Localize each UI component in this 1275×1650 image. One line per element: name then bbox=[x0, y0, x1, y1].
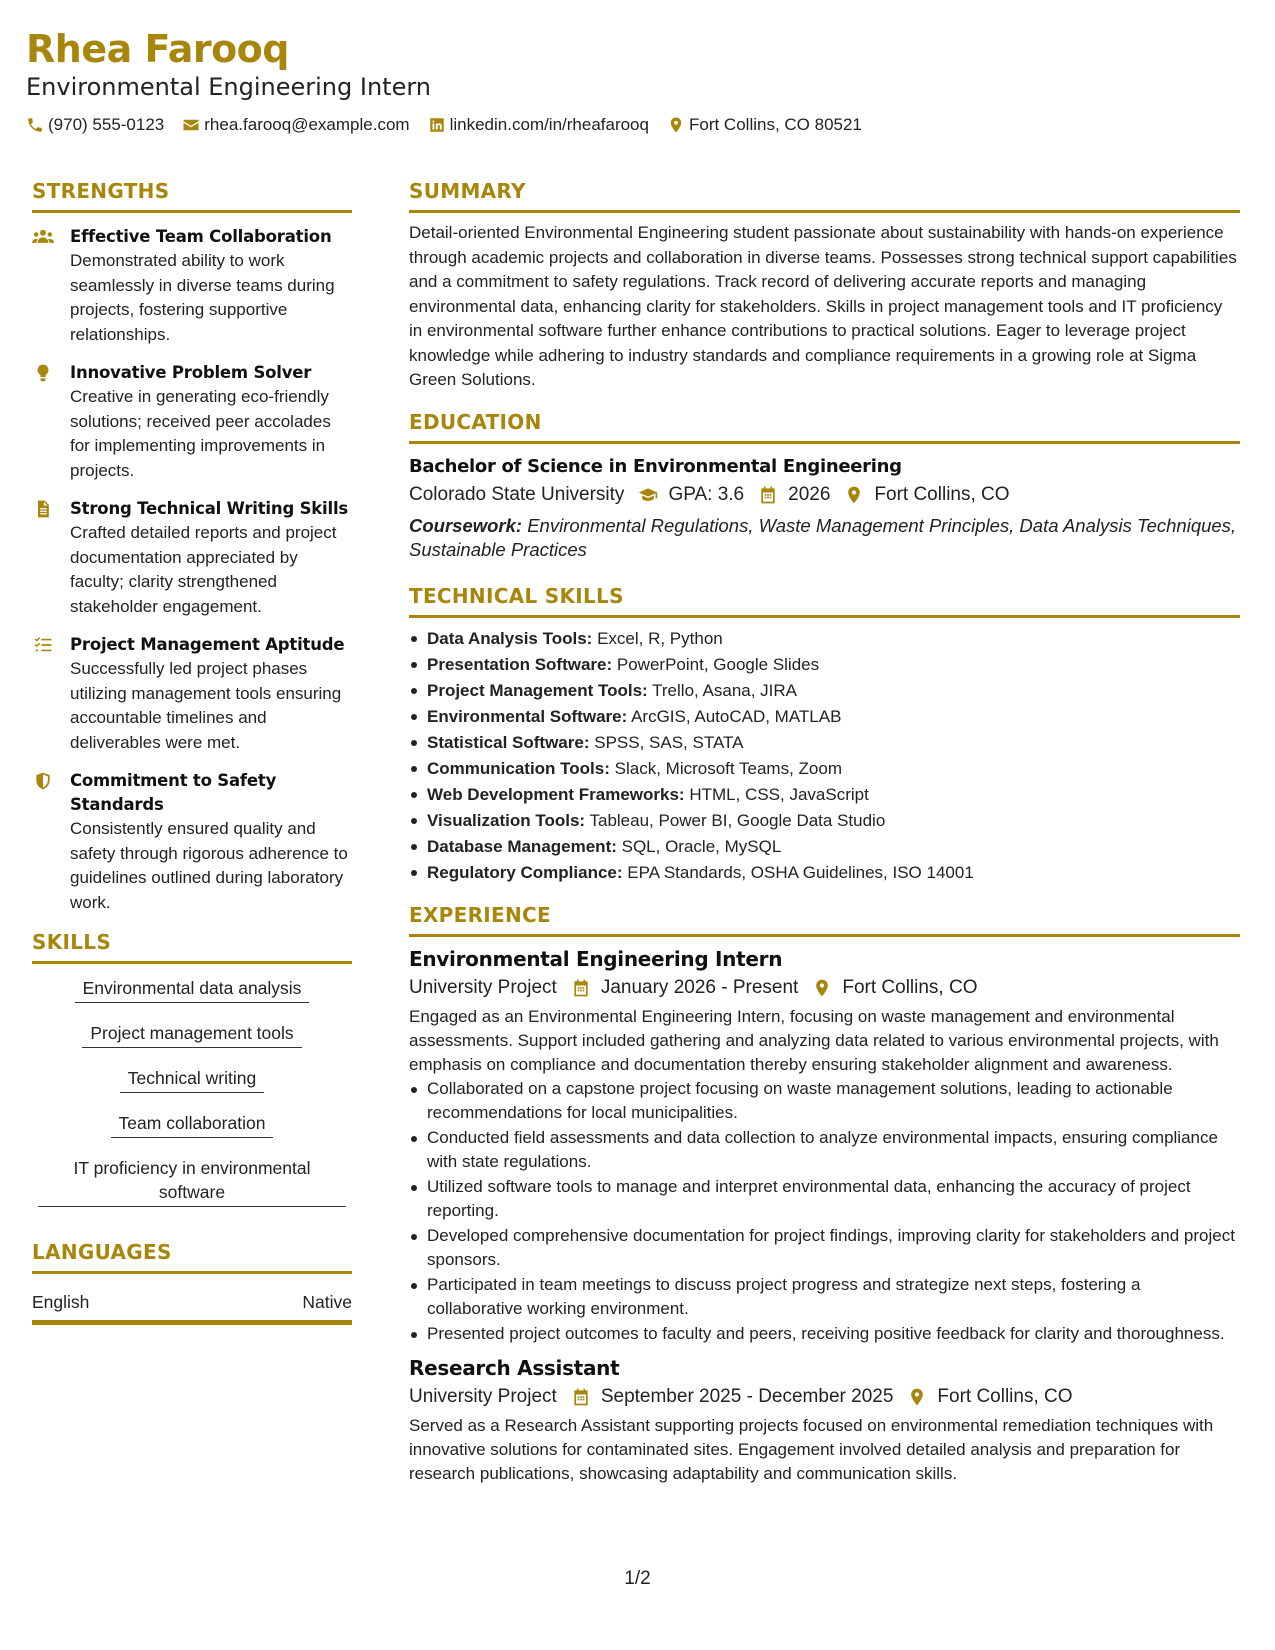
document-icon bbox=[32, 499, 54, 519]
tech-skill-item bbox=[409, 678, 1240, 704]
skill-tag: Environmental data analysis bbox=[75, 976, 310, 1003]
strength-item bbox=[32, 769, 352, 915]
job-dates: January 2026 - Present bbox=[600, 976, 799, 998]
phone-icon bbox=[26, 116, 44, 134]
tech-skill-label: Presentation Software: bbox=[427, 654, 613, 674]
gpa-text: GPA: 3.6 bbox=[668, 483, 745, 505]
candidate-title: Environmental Engineering Intern bbox=[26, 73, 431, 101]
tech-skill-item bbox=[409, 808, 1240, 834]
languages-heading: LANGUAGES bbox=[32, 1239, 352, 1274]
skills-heading: SKILLS bbox=[32, 929, 352, 964]
tech-skill-value: PowerPoint, Google Slides bbox=[616, 654, 820, 674]
strengths-section bbox=[32, 178, 352, 915]
tech-skill-value: Tableau, Power BI, Google Data Studio bbox=[589, 810, 886, 830]
shield-icon bbox=[32, 771, 54, 791]
map-pin-icon bbox=[907, 1387, 927, 1407]
summary-text: Detail-oriented Environmental Engineering student passionate about sustainability with hands-on experience through academic projects and collaboration in diverse teams. Possesses strong technical support capabilities and a commitment to safety regulations. Track record of delivering accurate reports and managing environmental data, enhancing clarity for stakeholders. Skills in project management tools and IT proficiency in environmental software further enhance contributions to practical solutions. Eager to leverage project knowledge while adhering to industry standards and compliance requirements in a growing role at Sigma Green Solutions. bbox=[409, 223, 1237, 389]
education-location: Fort Collins, CO bbox=[874, 483, 1010, 505]
skill-tag: IT proficiency in environmental software bbox=[38, 1156, 346, 1207]
linkedin-icon bbox=[428, 116, 446, 134]
tech-skill-value: Excel, R, Python bbox=[597, 628, 723, 648]
experience-heading: EXPERIENCE bbox=[409, 902, 1240, 937]
tech-skill-item bbox=[409, 704, 1240, 730]
tech-skill-label: Web Development Frameworks: bbox=[427, 784, 685, 804]
tech-skill-label: Data Analysis Tools: bbox=[427, 628, 593, 648]
job-org: University Project bbox=[409, 976, 557, 998]
language-name: English bbox=[32, 1292, 90, 1312]
job-bullet: Utilized software tools to manage and interpret environmental data, enhancing the accuracy of project reporting. bbox=[409, 1175, 1240, 1223]
phone-text: (970) 555-0123 bbox=[48, 115, 165, 134]
coursework-label: Coursework: bbox=[409, 514, 523, 536]
job-org: University Project bbox=[409, 1385, 557, 1407]
users-icon bbox=[32, 227, 54, 247]
map-pin-icon bbox=[812, 978, 832, 998]
summary-section bbox=[409, 178, 1240, 393]
lightbulb-icon bbox=[32, 363, 54, 383]
tech-skill-value: EPA Standards, OSHA Guidelines, ISO 14001 bbox=[627, 862, 974, 882]
tech-skill-item bbox=[409, 860, 1240, 886]
strength-desc: Creative in generating eco-friendly solutions; received peer accolades for implementing improvements in projects. bbox=[70, 387, 331, 480]
strength-item bbox=[32, 361, 352, 483]
page-number: 1/2 bbox=[624, 1568, 651, 1589]
tech-skill-value: ArcGIS, AutoCAD, MATLAB bbox=[631, 706, 842, 726]
strength-item bbox=[32, 497, 352, 619]
technical-skills-list bbox=[409, 626, 1240, 886]
contact-phone[interactable] bbox=[26, 115, 164, 135]
location-text: Fort Collins, CO 80521 bbox=[688, 115, 862, 134]
calendar-icon bbox=[571, 978, 591, 998]
job-location: Fort Collins, CO bbox=[937, 1385, 1073, 1407]
graduation-cap-icon bbox=[638, 485, 658, 505]
tech-skill-item bbox=[409, 756, 1240, 782]
tech-skill-item bbox=[409, 626, 1240, 652]
language-row bbox=[32, 1290, 352, 1325]
job-description: Served as a Research Assistant supporting projects focused on environmental remediation techniques with innovative solutions for contaminated sites. Engagement involved detailed analysis and preparation for research publications, showcasing adaptability and communication skills. bbox=[409, 1415, 1214, 1483]
job-bullet: Participated in team meetings to discuss project progress and strategize next steps, fostering a collaborative working environment. bbox=[409, 1273, 1240, 1321]
skill-tag: Project management tools bbox=[82, 1021, 301, 1048]
checklist-icon bbox=[32, 635, 54, 655]
job-meta bbox=[409, 973, 1240, 1003]
school-name: Colorado State University bbox=[409, 483, 625, 505]
tech-skill-item bbox=[409, 730, 1240, 756]
tech-skill-label: Regulatory Compliance: bbox=[427, 862, 623, 882]
tech-skill-value: HTML, CSS, JavaScript bbox=[689, 784, 869, 804]
strength-title: Innovative Problem Solver bbox=[70, 363, 312, 382]
job-dates: September 2025 - December 2025 bbox=[600, 1385, 894, 1407]
summary-heading: SUMMARY bbox=[409, 178, 1240, 213]
strength-title: Project Management Aptitude bbox=[70, 635, 345, 654]
right-column bbox=[409, 178, 1240, 1486]
skills-section bbox=[32, 929, 352, 1207]
language-level: Native bbox=[302, 1292, 352, 1312]
strength-desc: Successfully led project phases utilizing management tools ensuring accountable timelines and deliverables were met. bbox=[70, 659, 342, 752]
job-description: Engaged as an Environmental Engineering Intern, focusing on waste management and environmental assessments. Support included gathering and analyzing data related to various environmental projects, with emphasis on compliance and documentation thereby ensuring stakeholder alignment and awareness. bbox=[409, 1006, 1219, 1074]
technical-skills-heading: TECHNICAL SKILLS bbox=[409, 583, 1240, 618]
contact-location bbox=[667, 115, 862, 135]
tech-skill-item bbox=[409, 652, 1240, 678]
job-title: Environmental Engineering Intern bbox=[409, 946, 783, 971]
strength-desc: Crafted detailed reports and project documentation appreciated by faculty; clarity strengthened stakeholder engagement. bbox=[70, 523, 337, 616]
tech-skill-item bbox=[409, 834, 1240, 860]
education-meta bbox=[409, 480, 1240, 510]
left-column bbox=[32, 178, 352, 1325]
tech-skill-label: Visualization Tools: bbox=[427, 810, 586, 830]
strength-title: Strong Technical Writing Skills bbox=[70, 499, 349, 518]
job-bullet: Developed comprehensive documentation for project findings, improving clarity for stakeholders and project sponsors. bbox=[409, 1224, 1240, 1272]
job-meta bbox=[409, 1382, 1240, 1412]
tech-skill-value: Trello, Asana, JIRA bbox=[652, 680, 798, 700]
contact-bar bbox=[26, 114, 1256, 136]
job-title: Research Assistant bbox=[409, 1355, 620, 1380]
tech-skill-label: Project Management Tools: bbox=[427, 680, 648, 700]
tech-skill-label: Database Management: bbox=[427, 836, 617, 856]
experience-section bbox=[409, 902, 1240, 1486]
contact-email[interactable] bbox=[182, 115, 409, 135]
skill-tag: Team collaboration bbox=[111, 1111, 274, 1138]
graduation-year: 2026 bbox=[788, 483, 831, 505]
education-section bbox=[409, 409, 1240, 563]
strength-desc: Demonstrated ability to work seamlessly in diverse teams during projects, fostering supportive relationships. bbox=[70, 251, 335, 344]
email-text: rhea.farooq@example.com bbox=[204, 115, 410, 134]
job-bullet: Collaborated on a capstone project focusing on waste management solutions, leading to actionable recommendations for local municipalities. bbox=[409, 1077, 1240, 1125]
job-entry bbox=[409, 945, 1240, 1346]
degree-title: Bachelor of Science in Environmental Engineering bbox=[409, 455, 902, 477]
strength-desc: Consistently ensured quality and safety through rigorous adherence to guidelines outlined during laboratory work. bbox=[70, 819, 348, 912]
strength-title: Effective Team Collaboration bbox=[70, 227, 332, 246]
tech-skill-label: Environmental Software: bbox=[427, 706, 628, 726]
tech-skill-label: Statistical Software: bbox=[427, 732, 590, 752]
contact-linkedin[interactable] bbox=[428, 115, 649, 135]
tech-skill-value: Slack, Microsoft Teams, Zoom bbox=[614, 758, 842, 778]
calendar-icon bbox=[571, 1387, 591, 1407]
strength-item bbox=[32, 633, 352, 755]
tech-skill-value: SPSS, SAS, STATA bbox=[594, 732, 744, 752]
job-bullet: Conducted field assessments and data collection to analyze environmental impacts, ensuring compliance with state regulations. bbox=[409, 1126, 1240, 1174]
map-pin-icon bbox=[667, 116, 685, 134]
strengths-heading: STRENGTHS bbox=[32, 178, 352, 213]
tech-skill-value: SQL, Oracle, MySQL bbox=[621, 836, 782, 856]
technical-skills-section bbox=[409, 583, 1240, 886]
calendar-icon bbox=[758, 485, 778, 505]
coursework bbox=[409, 514, 1240, 563]
strength-item bbox=[32, 225, 352, 347]
coursework-list: Environmental Regulations, Waste Management Principles, Data Analysis Techniques, Sustainable Practices bbox=[409, 514, 1237, 560]
strength-title: Commitment to Safety Standards bbox=[70, 771, 277, 814]
resume-header bbox=[26, 26, 1256, 136]
envelope-icon bbox=[182, 116, 200, 134]
job-location: Fort Collins, CO bbox=[842, 976, 978, 998]
job-entry bbox=[409, 1354, 1240, 1486]
tech-skill-item bbox=[409, 782, 1240, 808]
map-pin-icon bbox=[844, 485, 864, 505]
languages-section bbox=[32, 1239, 352, 1325]
education-heading: EDUCATION bbox=[409, 409, 1240, 444]
linkedin-text: linkedin.com/in/rheafarooq bbox=[449, 115, 649, 134]
skill-tag: Technical writing bbox=[120, 1066, 264, 1093]
candidate-name: Rhea Farooq bbox=[26, 27, 289, 71]
job-bullet: Presented project outcomes to faculty and peers, receiving positive feedback for clarity and thoroughness. bbox=[409, 1322, 1240, 1346]
job-bullets bbox=[409, 1077, 1240, 1346]
tech-skill-label: Communication Tools: bbox=[427, 758, 610, 778]
